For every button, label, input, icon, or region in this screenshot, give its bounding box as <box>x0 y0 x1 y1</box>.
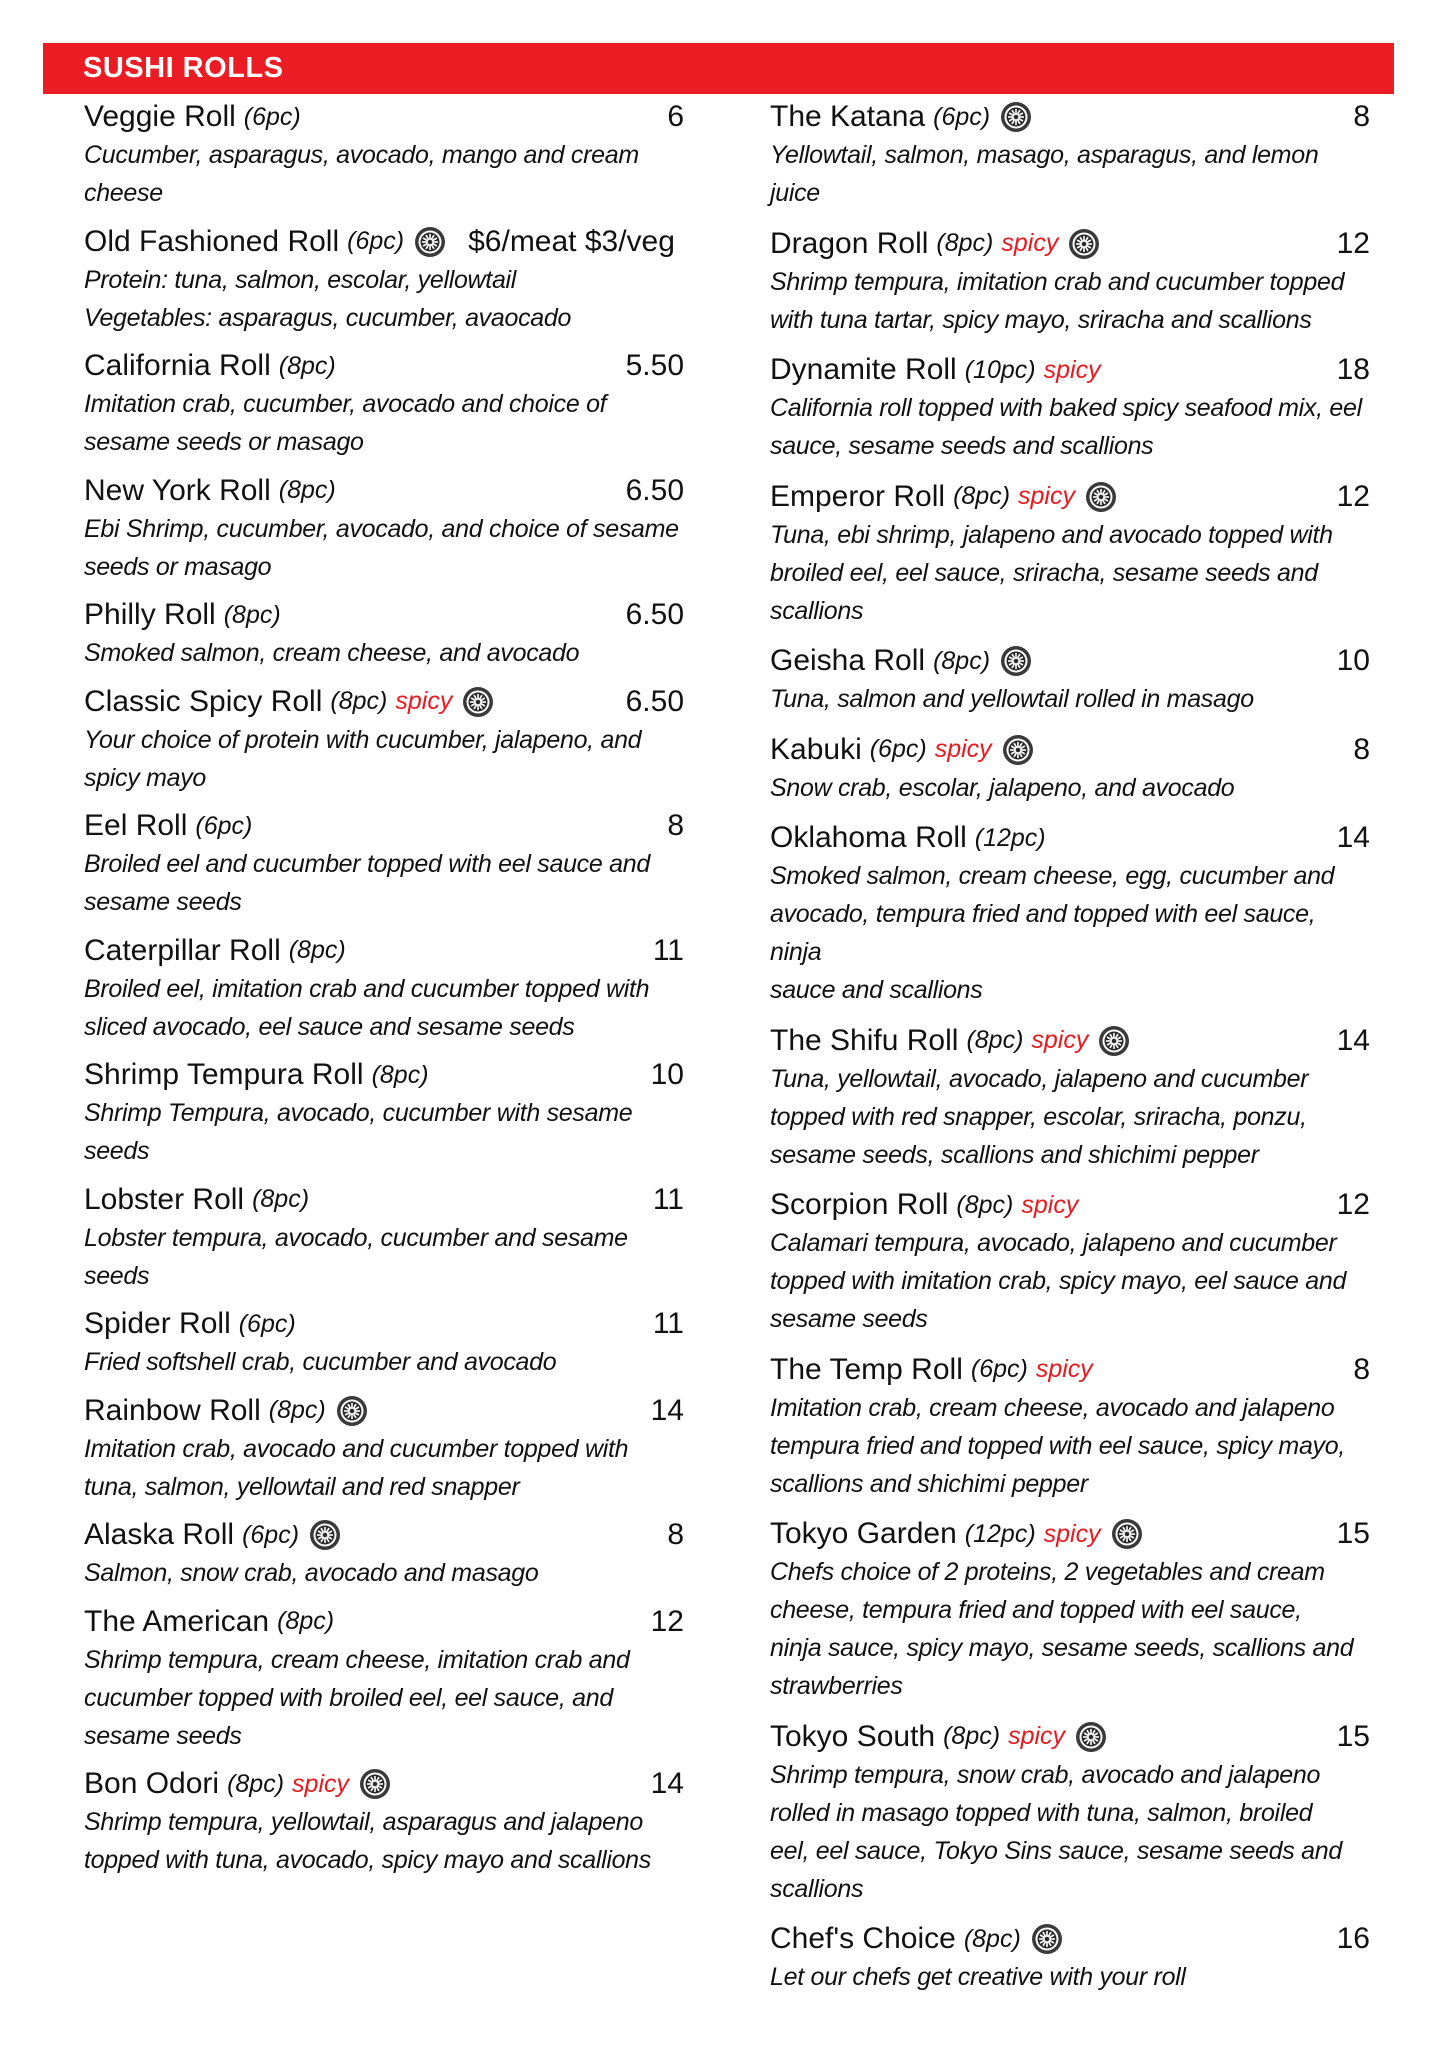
item-description: topped with red snapper, escolar, sriracha, ponzu, <box>770 1102 1307 1131</box>
item-name: Bon Odori <box>84 1767 220 1800</box>
item-price: 12 <box>1336 1188 1370 1221</box>
section-title: SUSHI ROLLS <box>83 52 284 84</box>
menu-item <box>84 1181 684 1295</box>
chef-special-icon <box>1000 645 1032 677</box>
spicy-label: spicy <box>934 735 992 763</box>
menu-item-header <box>84 347 684 385</box>
item-description: Tuna, salmon and yellowtail rolled in masago <box>770 685 1254 713</box>
item-price: 6 <box>667 100 684 133</box>
item-price: 14 <box>1336 1023 1370 1057</box>
chef-special-icon <box>462 686 494 718</box>
item-description: sesame seeds, scallions and shichimi pepper <box>770 1140 1259 1169</box>
item-price: 12 <box>1336 226 1370 260</box>
item-name: Dragon Roll <box>770 226 929 260</box>
menu-column-right <box>770 98 1370 1996</box>
spicy-label: spicy <box>1035 1355 1093 1383</box>
item-description: sesame seeds <box>770 1305 928 1333</box>
item-description: Broiled eel and cucumber topped with eel sauce and <box>84 850 650 878</box>
item-name: Old Fashioned Roll <box>84 224 340 258</box>
menu-item <box>770 1022 1370 1174</box>
item-price: 8 <box>1353 732 1370 766</box>
item-pieces: (8pc) <box>278 476 336 504</box>
menu-item <box>84 596 684 672</box>
item-description: Snow crab, escolar, jalapeno, and avocado <box>770 773 1235 802</box>
spicy-label: spicy <box>292 1769 350 1798</box>
item-price: 12 <box>1336 479 1370 513</box>
menu-item <box>770 731 1370 807</box>
item-pieces: (8pc) <box>330 687 388 715</box>
item-pieces: (6pc) <box>970 1355 1028 1383</box>
item-pieces: (8pc) <box>933 646 991 675</box>
menu-item <box>84 472 684 586</box>
item-price: 5.50 <box>625 349 684 382</box>
menu-item <box>84 1056 684 1170</box>
menu-item <box>84 1392 684 1506</box>
item-price: 6.50 <box>625 684 684 718</box>
item-description: sauce, sesame seeds and scallions <box>770 432 1154 460</box>
menu-item <box>770 1351 1370 1503</box>
item-name: Tokyo South <box>770 1719 936 1753</box>
menu-item-header <box>84 1305 684 1343</box>
item-pieces: (8pc) <box>227 1769 285 1798</box>
menu-column-left <box>84 98 684 1879</box>
menu-item <box>84 1305 684 1381</box>
item-description: broiled eel, eel sauce, sriracha, sesame seeds and <box>770 558 1318 587</box>
item-name: Chef's Choice <box>770 1922 956 1955</box>
item-description: Fried softshell crab, cucumber and avocado <box>84 1348 557 1376</box>
chef-special-icon <box>414 226 446 258</box>
spicy-label: spicy <box>1001 229 1059 257</box>
chef-special-icon <box>1031 1923 1063 1955</box>
item-description: Broiled eel, imitation crab and cucumber topped with <box>84 974 650 1003</box>
menu-item <box>770 1186 1370 1338</box>
menu-item <box>770 819 1370 1009</box>
item-name: Lobster Roll <box>84 1182 245 1216</box>
menu-item-header <box>84 932 684 970</box>
menu-item <box>770 225 1370 339</box>
menu-item-header <box>84 1603 684 1641</box>
item-price: 11 <box>652 1307 684 1340</box>
item-pieces: (8pc) <box>966 1026 1024 1054</box>
item-pieces: (6pc) <box>933 102 991 131</box>
item-pieces: (10pc) <box>964 355 1036 384</box>
item-pieces: (8pc) <box>936 229 994 257</box>
item-pieces: (6pc) <box>243 102 301 131</box>
item-name: Eel Roll <box>84 809 188 842</box>
item-price: 14 <box>1336 821 1370 854</box>
menu-item-header <box>770 1515 1370 1553</box>
item-name: Veggie Roll <box>84 100 236 133</box>
item-description: Tuna, ebi shrimp, jalapeno and avocado topped with <box>770 520 1333 549</box>
item-price: 8 <box>667 1518 684 1551</box>
item-price: 18 <box>1336 353 1370 386</box>
item-pieces: (8pc) <box>943 1722 1001 1750</box>
item-pieces: (6pc) <box>869 735 927 763</box>
item-description: Your choice of protein with cucumber, jalapeno, and <box>84 725 642 754</box>
item-description: Smoked salmon, cream cheese, and avocado <box>84 639 580 667</box>
item-pieces: (6pc) <box>242 1520 300 1549</box>
item-pieces: (6pc) <box>195 811 253 840</box>
menu-item <box>84 1603 684 1755</box>
item-price: 16 <box>1336 1922 1370 1955</box>
menu-item-header <box>770 225 1370 263</box>
menu-item <box>84 223 684 337</box>
item-description: California roll topped with baked spicy seafood mix, eel <box>770 394 1362 422</box>
item-description: ninja sauce, spicy mayo, sesame seeds, scallions and <box>770 1634 1354 1662</box>
item-price: 12 <box>650 1604 684 1638</box>
item-description: sesame seeds <box>84 888 242 916</box>
menu-item <box>770 98 1370 212</box>
menu-item-header <box>770 1920 1370 1958</box>
item-description: Vegetables: asparagus, cucumber, avaocado <box>84 303 572 332</box>
item-description: Tuna, yellowtail, avocado, jalapeno and cucumber <box>770 1064 1309 1093</box>
item-description: Cucumber, asparagus, avocado, mango and cream <box>84 141 639 169</box>
item-name: Alaska Roll <box>84 1518 235 1551</box>
chef-special-icon <box>1002 734 1034 766</box>
item-name: Caterpillar Roll <box>84 933 281 967</box>
menu-item <box>84 1765 684 1879</box>
menu-item <box>770 1718 1370 1908</box>
item-description: sliced avocado, eel sauce and sesame seeds <box>84 1012 575 1041</box>
item-description: eel, eel sauce, Tokyo Sins sauce, sesame seeds and <box>770 1836 1342 1865</box>
item-pieces: (8pc) <box>963 1924 1021 1953</box>
item-price: 14 <box>650 1767 684 1800</box>
menu-item <box>770 351 1370 465</box>
item-description: tempura fried and topped with eel sauce, spicy mayo, <box>770 1431 1346 1460</box>
item-description: Protein: tuna, salmon, escolar, yellowtail <box>84 265 517 294</box>
item-description: Chefs choice of 2 proteins, 2 vegetables and cream <box>770 1558 1325 1586</box>
item-name: New York Roll <box>84 473 271 507</box>
item-description: with tuna tartar, spicy mayo, sriracha and scallions <box>770 305 1312 334</box>
item-description: Imitation crab, avocado and cucumber topped with <box>84 1434 629 1463</box>
menu-item <box>770 478 1370 630</box>
item-name: Shrimp Tempura Roll <box>84 1058 364 1091</box>
item-pieces: (8pc) <box>223 600 281 629</box>
menu-item <box>84 1516 684 1592</box>
item-name: The Temp Roll <box>770 1352 963 1386</box>
menu-item <box>770 1515 1370 1705</box>
item-name: The Shifu Roll <box>770 1023 959 1057</box>
item-description: Yellowtail, salmon, masago, asparagus, and lemon <box>770 141 1319 169</box>
item-name: Spider Roll <box>84 1307 231 1340</box>
item-pieces: (8pc) <box>278 351 336 380</box>
menu-item-header <box>84 683 684 721</box>
item-price: 8 <box>667 809 684 842</box>
item-price: 11 <box>652 933 684 967</box>
menu-item <box>84 347 684 461</box>
item-description: scallions <box>770 1874 864 1903</box>
item-name: Tokyo Garden <box>770 1517 957 1550</box>
item-price: 6.50 <box>625 598 684 631</box>
menu-item-header <box>84 596 684 634</box>
menu-item-header <box>770 1186 1370 1224</box>
item-description: juice <box>770 179 820 207</box>
item-description: Calamari tempura, avocado, jalapeno and cucumber <box>770 1229 1337 1257</box>
item-price: 8 <box>1353 1352 1370 1386</box>
menu-item <box>770 1920 1370 1996</box>
item-description: strawberries <box>770 1672 903 1700</box>
item-name: Dynamite Roll <box>770 353 957 386</box>
menu-item-header <box>770 351 1370 389</box>
menu-item-header <box>84 1392 684 1430</box>
chef-special-icon <box>359 1768 391 1800</box>
item-description: cheese <box>84 179 163 207</box>
item-description: Imitation crab, cream cheese, avocado and jalapeno <box>770 1393 1335 1422</box>
item-name: Classic Spicy Roll <box>84 684 323 718</box>
item-price: 6.50 <box>625 473 684 507</box>
item-pieces: (12pc) <box>964 1519 1036 1548</box>
item-description: topped with tuna, avocado, spicy mayo and scallions <box>84 1846 651 1874</box>
item-pieces: (12pc) <box>974 823 1046 852</box>
item-price: 11 <box>652 1182 684 1216</box>
item-description: Salmon, snow crab, avocado and masago <box>84 1559 539 1587</box>
menu-item-header <box>84 1765 684 1803</box>
menu-item-header <box>770 819 1370 857</box>
item-pieces: (6pc) <box>238 1309 296 1338</box>
item-description: avocado, tempura fried and topped with eel sauce, ninja <box>770 900 1316 966</box>
item-name: Rainbow Roll <box>84 1393 261 1427</box>
item-description: seeds <box>84 1261 150 1290</box>
chef-special-icon <box>1075 1721 1107 1753</box>
item-description: rolled in masago topped with tuna, salmon, broiled <box>770 1798 1313 1827</box>
item-description: sauce and scallions <box>770 976 983 1004</box>
chef-special-icon <box>1085 481 1117 513</box>
item-description: Ebi Shrimp, cucumber, avocado, and choice of sesame <box>84 514 679 543</box>
menu-item-header <box>770 1022 1370 1060</box>
item-pieces: (8pc) <box>371 1060 429 1089</box>
chef-special-icon <box>1098 1025 1130 1057</box>
item-description: Imitation crab, cucumber, avocado and choice of <box>84 390 607 418</box>
menu-item <box>84 98 684 212</box>
menu-item-header <box>770 98 1370 136</box>
item-pieces: (8pc) <box>288 936 346 964</box>
chef-special-icon <box>336 1395 368 1427</box>
item-pieces: (8pc) <box>268 1396 326 1424</box>
item-price: 14 <box>650 1393 684 1427</box>
item-name: Emperor Roll <box>770 479 946 513</box>
item-description: topped with imitation crab, spicy mayo, eel sauce and <box>770 1267 1347 1295</box>
item-description: tuna, salmon, yellowtail and red snapper <box>84 1472 520 1501</box>
chef-special-icon <box>1111 1518 1143 1550</box>
chef-special-icon <box>1068 228 1100 260</box>
item-name: Kabuki <box>770 732 862 766</box>
item-price: $6/meat $3/veg <box>468 224 675 258</box>
menu-item <box>84 932 684 1046</box>
spicy-label: spicy <box>395 687 453 715</box>
item-price: 8 <box>1353 100 1370 133</box>
item-name: California Roll <box>84 349 271 382</box>
item-description: scallions and shichimi pepper <box>770 1469 1088 1498</box>
section-header <box>43 43 1394 94</box>
chef-special-icon <box>1000 101 1032 133</box>
item-name: Oklahoma Roll <box>770 821 967 854</box>
menu-item <box>84 807 684 921</box>
menu-item-header <box>84 223 684 261</box>
item-description: scallions <box>770 596 864 625</box>
item-pieces: (6pc) <box>347 227 405 255</box>
item-name: The Katana <box>770 100 926 133</box>
menu-item <box>84 683 684 797</box>
item-description: Shrimp tempura, yellowtail, asparagus and jalapeno <box>84 1808 643 1836</box>
item-pieces: (8pc) <box>956 1190 1014 1219</box>
spicy-label: spicy <box>1018 482 1075 510</box>
item-description: spicy mayo <box>84 763 207 792</box>
item-description: Shrimp tempura, imitation crab and cucumber topped <box>770 267 1345 296</box>
spicy-label: spicy <box>1043 1519 1101 1548</box>
item-description: sesame seeds <box>84 1721 242 1750</box>
item-price: 15 <box>1336 1719 1370 1753</box>
item-name: Philly Roll <box>84 598 216 631</box>
item-name: Scorpion Roll <box>770 1188 949 1221</box>
item-price: 10 <box>1336 644 1370 677</box>
menu-item-header <box>770 642 1370 680</box>
item-price: 15 <box>1336 1517 1370 1550</box>
item-pieces: (8pc) <box>252 1185 310 1213</box>
chef-special-icon <box>309 1519 341 1551</box>
item-description: Lobster tempura, avocado, cucumber and sesame <box>84 1223 628 1252</box>
menu-item-header <box>770 478 1370 516</box>
item-pieces: (8pc) <box>277 1607 335 1635</box>
menu-item-header <box>770 1718 1370 1756</box>
spicy-label: spicy <box>1043 355 1101 384</box>
item-description: cucumber topped with broiled eel, eel sauce, and <box>84 1683 613 1712</box>
menu-item-header <box>84 1181 684 1219</box>
item-description: Shrimp tempura, cream cheese, imitation crab and <box>84 1645 630 1674</box>
item-name: Geisha Roll <box>770 644 926 677</box>
item-name: The American <box>84 1604 270 1638</box>
item-description: Shrimp Tempura, avocado, cucumber with sesame <box>84 1099 633 1127</box>
menu-item-header <box>770 731 1370 769</box>
menu-item-header <box>84 1516 684 1554</box>
menu-item-header <box>770 1351 1370 1389</box>
item-description: seeds <box>84 1137 150 1165</box>
menu-item-header <box>84 1056 684 1094</box>
menu-item <box>770 642 1370 718</box>
item-description: Let our chefs get creative with your roll <box>770 1963 1186 1991</box>
spicy-label: spicy <box>1008 1722 1066 1750</box>
item-description: Shrimp tempura, snow crab, avocado and jalapeno <box>770 1760 1321 1789</box>
item-description: cheese, tempura fried and topped with eel sauce, <box>770 1596 1302 1624</box>
menu-item-header <box>84 472 684 510</box>
item-description: Smoked salmon, cream cheese, egg, cucumber and <box>770 862 1335 890</box>
menu-item-header <box>84 807 684 845</box>
item-pieces: (8pc) <box>953 482 1011 510</box>
spicy-label: spicy <box>1031 1026 1089 1054</box>
menu-item-header <box>84 98 684 136</box>
spicy-label: spicy <box>1021 1190 1079 1219</box>
item-description: seeds or masago <box>84 552 272 581</box>
item-description: sesame seeds or masago <box>84 428 364 456</box>
item-price: 10 <box>650 1058 684 1091</box>
